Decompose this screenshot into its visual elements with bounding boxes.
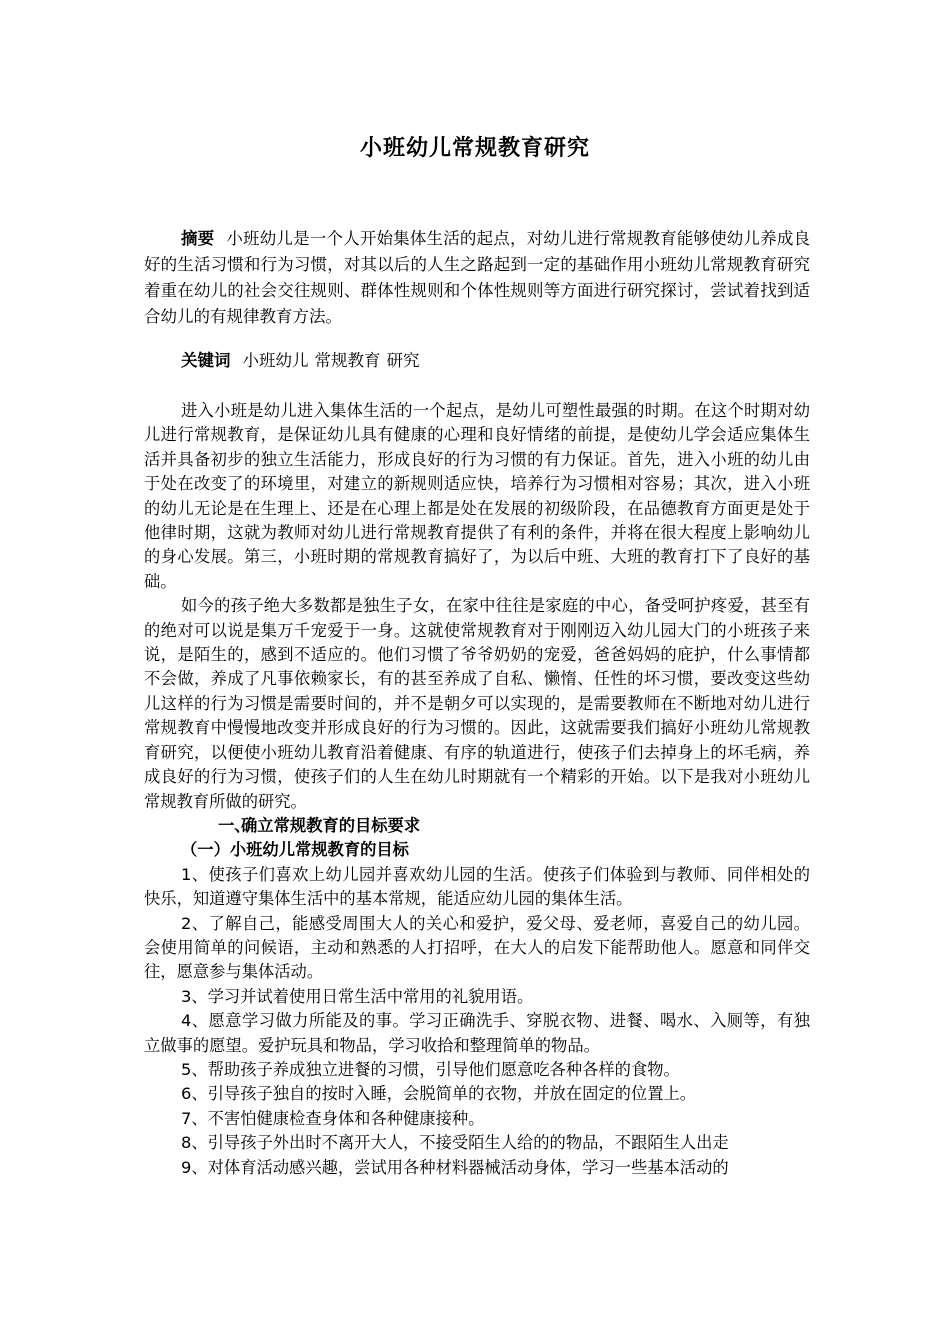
goal-item: 4、愿意学习做力所能及的事。学习正确洗手、穿脱衣物、进餐、喝水、入厕等，有独立做事的愿望。爱护玩具和物品，学习收拾和整理简单的物品。 <box>144 1011 810 1055</box>
keyword: 常规教育 <box>314 351 381 370</box>
goal-item: 7、不害怕健康检查身体和各种健康接种。 <box>181 1108 485 1128</box>
subsection-heading: （一）小班幼儿常规教育的目标 <box>181 840 409 860</box>
document-title: 小班幼儿常规教育研究 <box>359 136 590 161</box>
goal-item: 8、引导孩子外出时不离开大人，不接受陌生人给的的物品，不跟陌生人出走 <box>181 1133 729 1153</box>
goal-item: 1、使孩子们喜欢上幼儿园并喜欢幼儿园的生活。使孩子们体验到与教师、同伴相处的快乐，知道遵守集体生活中的基本常规，能适应幼儿园的集体生活。 <box>144 864 810 909</box>
abstract-paragraph <box>144 226 810 330</box>
goal-item: 2、了解自己，能感受周围大人的关心和爱护，爱父母、爱老师，喜爱自己的幼儿园。会使用简单的问候语，主动和熟悉的人打招呼，在大人的启发下能帮助他人。愿意和同伴交往，愿意参与集体活动。 <box>144 913 810 982</box>
goal-item: 3、学习并试着使用日常生活中常用的礼貌用语。 <box>181 986 534 1006</box>
keywords-label: 关键词 <box>181 351 231 370</box>
section-number: 一、 <box>218 815 251 835</box>
section-heading <box>144 814 810 838</box>
abstract-text: 小班幼儿是一个人开始集体生活的起点，对幼儿进行常规教育能够使幼儿养成良好的生活习惯和行为习惯，对其以后的人生之路起到一定的基础作用小班幼儿常规教育研究着重在幼儿的社会交往规则、群体性规则和个体性规则等方面进行研究探讨，尝试着找到适合幼儿的有规律教育方法。 <box>144 229 811 326</box>
keywords-section <box>144 348 810 374</box>
section-title: 确立常规教育的目标要求 <box>241 815 421 835</box>
body-paragraph: 如今的孩子绝大多数都是独生子女，在家中往往是家庭的中心，备受呵护疼爱，甚至有的绝对可以说是集万千宠爱于一身。这就使常规教育对于刚刚迈入幼儿园大门的小班孩子来说，是陌生的，感到不适应的。他们习惯了爷爷奶奶的宠爱，爸爸妈妈的庇护，什么事情都不会做，养成了凡事依赖家长，有的甚至养成了自私、懒惰、任性的坏习惯，要改变这些幼儿这样的行为习惯是需要时间的，并不是朝夕可以实现的，是需要教师在不断地对幼儿进行常规教育中慢慢地改变并形成良好的行为习惯的。因此，这就需要我们搞好小班幼儿常规教育研究，以便使小班幼儿教育沿着健康、有序的轨道进行，使孩子们去掉身上的坏毛病，养成良好的行为习惯，使孩子们的人生在幼儿时期就有一个精彩的开始。以下是我对小班幼儿常规教育所做的研究。 <box>144 596 810 811</box>
goal-item: 5、帮助孩子养成独立进餐的习惯，引导他们愿意吃各种各样的食物。 <box>181 1059 680 1079</box>
goal-item: 6、引导孩子独自的按时入睡，会脱简单的衣物，并放在固定的位置上。 <box>181 1084 697 1104</box>
goal-item: 9、对体育活动感兴趣，尝试用各种材料器械活动身体，学习一些基本活动的 <box>181 1157 729 1177</box>
abstract-section <box>144 226 810 330</box>
keyword: 研究 <box>386 351 420 370</box>
abstract-label: 摘要 <box>181 229 215 248</box>
body-paragraph: 进入小班是幼儿进入集体生活的一个起点，是幼儿可塑性最强的时期。在这个时期对幼儿进行常规教育，是保证幼儿具有健康的心理和良好情绪的前提，是使幼儿学会适应集体生活并具备初步的独立生活能力，形成良好的行为习惯的有力保证。首先，进入小班的幼儿由于处在改变了的环境里，对建立的新规则适应快，培养行为习惯相对容易；其次，进入小班的幼儿无论是在生理上、还是在心理上都是处在发展的初级阶段，在品德教育方面更是处于他律时期，这就为教师对幼儿进行常规教育提供了有利的条件，并将在很大程度上影响幼儿的身心发展。第三，小班时期的常规教育搞好了，为以后中班、大班的教育打下了良好的基础。 <box>144 401 810 591</box>
document-body <box>144 399 810 1180</box>
keyword: 小班幼儿 <box>242 351 309 370</box>
